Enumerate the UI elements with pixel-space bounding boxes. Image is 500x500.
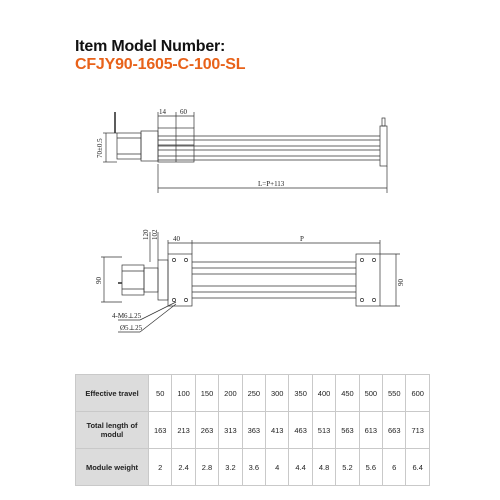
table-cell: 400: [312, 375, 335, 412]
spec-table: [75, 374, 430, 486]
table-cell: 150: [195, 375, 218, 412]
table-cell: 713: [406, 412, 430, 449]
table-cell: 2: [149, 449, 172, 486]
table-cell: 500: [359, 375, 382, 412]
table-cell: 2.4: [172, 449, 195, 486]
table-cell: 5.6: [359, 449, 382, 486]
table-cell: 263: [195, 412, 218, 449]
table-cell: 200: [219, 375, 242, 412]
table-cell: 4.4: [289, 449, 312, 486]
dim-top-height: 70±0.5: [96, 138, 104, 158]
table-cell: 4.8: [312, 449, 335, 486]
table-cell: 4: [266, 449, 289, 486]
dim-top-b: 60: [180, 108, 187, 116]
table-row: [76, 449, 430, 486]
table-cell: 3.2: [219, 449, 242, 486]
dim-side-b: 102: [151, 229, 159, 240]
dim-top-a: 14: [159, 108, 166, 116]
bore-note: Ø5⊥25: [120, 324, 143, 332]
row-header: Total length of modul: [76, 412, 149, 449]
table-cell: 450: [336, 375, 359, 412]
table-cell: 3.6: [242, 449, 265, 486]
table-cell: 463: [289, 412, 312, 449]
table-row: [76, 412, 430, 449]
table-cell: 313: [219, 412, 242, 449]
dim-side-height-right: 90: [397, 279, 405, 286]
row-header: Effective travel: [76, 375, 149, 412]
dim-side-p: P: [300, 235, 304, 243]
table-cell: 613: [359, 412, 382, 449]
row-header: Module weight: [76, 449, 149, 486]
table-cell: 163: [149, 412, 172, 449]
table-cell: 350: [289, 375, 312, 412]
dim-top-length: L=P+113: [258, 180, 285, 188]
dim-side-c: 40: [173, 235, 180, 243]
table-cell: 413: [266, 412, 289, 449]
table-cell: 2.8: [195, 449, 218, 486]
hole-note: 4-M6⊥25: [112, 312, 142, 320]
table-cell: 513: [312, 412, 335, 449]
table-cell: 6: [383, 449, 406, 486]
table-cell: 100: [172, 375, 195, 412]
table-cell: 5.2: [336, 449, 359, 486]
table-cell: 6.4: [406, 449, 430, 486]
item-model-heading: Item Model Number:: [75, 38, 226, 55]
table-cell: 50: [149, 375, 172, 412]
dim-side-height-left: 90: [95, 277, 103, 284]
dim-side-a: 120: [142, 229, 150, 240]
table-cell: 250: [242, 375, 265, 412]
table-cell: 600: [406, 375, 430, 412]
table-row: [76, 375, 430, 412]
table-cell: 363: [242, 412, 265, 449]
table-cell: 213: [172, 412, 195, 449]
table-cell: 550: [383, 375, 406, 412]
table-cell: 663: [383, 412, 406, 449]
table-cell: 300: [266, 375, 289, 412]
table-cell: 563: [336, 412, 359, 449]
model-number: CFJY90-1605-C-100-SL: [75, 56, 246, 73]
